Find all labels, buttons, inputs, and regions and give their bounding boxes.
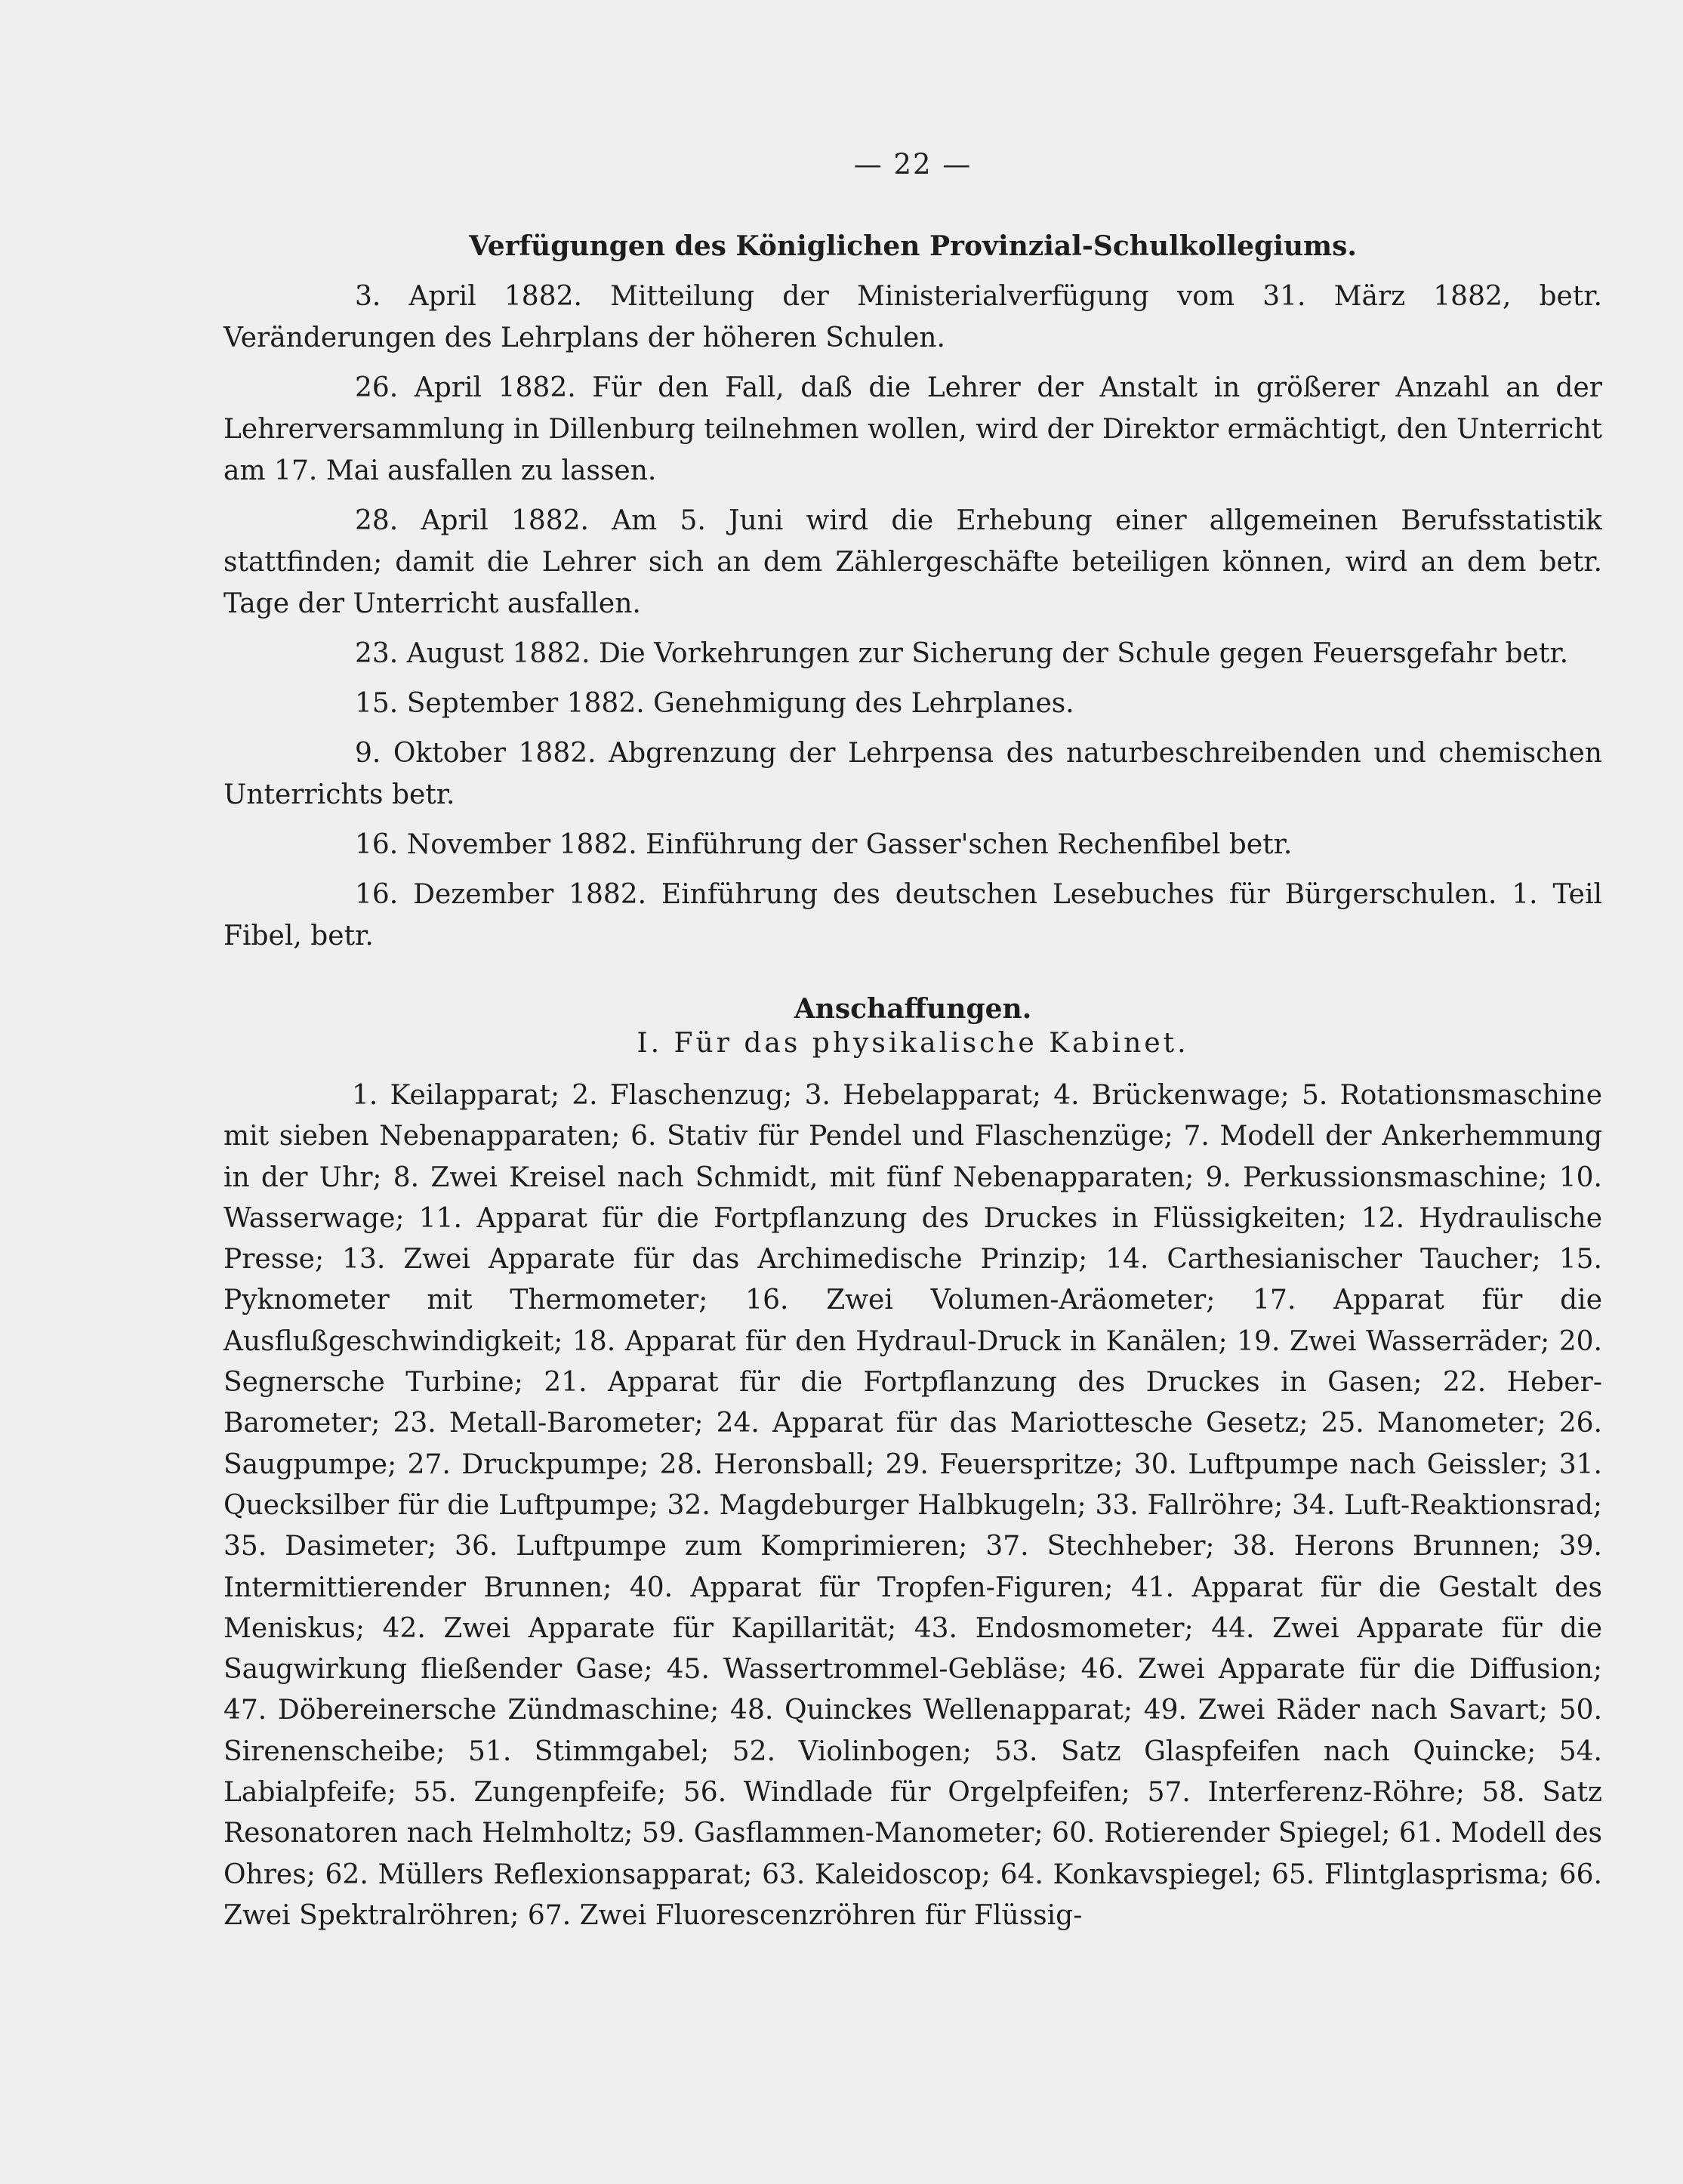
page-number: — 22 — bbox=[853, 148, 973, 180]
text-column bbox=[223, 148, 1602, 1936]
decree-entry: 9. Oktober 1882. Abgrenzung der Lehrpensa des naturbeschreibenden und chemischen Unterrichts betr. bbox=[223, 738, 1602, 810]
decree-entry: 28. April 1882. Am 5. Juni wird die Erhebung einer allgemeinen Berufsstatistik stattfinden; damit die Lehrer sich an dem Zählergeschäfte beteiligen können, wird an dem betr. Tage der Unterricht ausfallen. bbox=[223, 505, 1602, 619]
decree-entry: 23. August 1882. Die Vorkehrungen zur Sicherung der Schule gegen Feuersgefahr betr. bbox=[355, 638, 1569, 669]
physics-cabinet-subheading: I. Für das physikalische Kabinet. bbox=[637, 1028, 1189, 1059]
acquisitions-heading: Anschaffungen. bbox=[794, 993, 1032, 1025]
decree-entry: 16. November 1882. Einführung der Gasser'schen Rechenfibel betr. bbox=[355, 829, 1293, 860]
decree-entry: 16. Dezember 1882. Einführung des deutschen Lesebuches für Bürgerschulen. 1. Teil Fibel, betr. bbox=[223, 879, 1602, 952]
decree-entry: 3. April 1882. Mitteilung der Ministerialverfügung vom 31. März 1882, betr. Veränderungen des Lehrplans der höheren Schulen. bbox=[223, 281, 1602, 353]
decree-entry: 26. April 1882. Für den Fall, daß die Lehrer der Anstalt in größerer Anzahl an der Lehrerversammlung in Dillenburg teilnehmen wollen, wird der Direktor ermächtigt, den Unterricht am 17. Mai ausfallen zu lassen. bbox=[223, 372, 1602, 486]
equipment-list: 1. Keilapparat; 2. Flaschenzug; 3. Hebelapparat; 4. Brückenwage; 5. Rotationsmaschine mit sieben Nebenapparaten; 6. Stativ für Pendel und Flaschenzüge; 7. Modell der Ankerhemmung in der Uhr; 8. Zwei Kreisel nach Schmidt, mit fünf Nebenapparaten; 9. Perkussionsmaschine; 10. Wasserwage; 11. Apparat für die Fortpflanzung des Druckes in Flüssigkeiten; 12. Hydraulische Presse; 13. Zwei Apparate für das Archimedische Prinzip; 14. Carthesianischer Taucher; 15. Pyknometer mit Thermometer; 16. Zwei Volumen-Aräometer; 17. Apparat für die Ausflußgeschwindigkeit; 18. Apparat für den Hydraul-Druck in Kanälen; 19. Zwei Wasserräder; 20. Segnersche Turbine; 21. Apparat für die Fortpflanzung des Druckes in Gasen; 22. Heber-Barometer; 23. Metall-Barometer; 24. Apparat für das Mariottesche Gesetz; 25. Manometer; 26. Saugpumpe; 27. Druckpumpe; 28. Heronsball; 29. Feuerspritze; 30. Luftpumpe nach Geissler; 31. Quecksilber für die Luftpumpe; 32. Magdeburger Halbkugeln; 33. Fallröhre; 34. Luft-Reaktionsrad; 35. Dasimeter; 36. Luftpumpe zum Komprimieren; 37. Stechheber; 38. Herons Brunnen; 39. Intermittierender Brunnen; 40. Apparat für Tropfen-Figuren; 41. Apparat für die Gestalt des Meniskus; 42. Zwei Apparate für Kapillarität; 43. Endosmometer; 44. Zwei Apparate für die Saugwirkung fließender Gase; 45. Wassertrommel-Gebläse; 46. Zwei Apparate für die Diffusion; 47. Döbereinersche Zündmaschine; 48. Quinckes Wellenapparat; 49. Zwei Räder nach Savart; 50. Sirenenscheibe; 51. Stimmgabel; 52. Violinbogen; 53. Satz Glaspfeifen nach Quincke; 54. Labialpfeife; 55. Zungenpfeife; 56. Windlade für Orgelpfeifen; 57. Interferenz-Röhre; 58. Satz Resonatoren nach Helmholtz; 59. Gasflammen-Manometer; 60. Rotierender Spiegel; 61. Modell des Ohres; 62. Müllers Reflexionsapparat; 63. Kaleidoscop; 64. Konkavspiegel; 65. Flintglasprisma; 66. Zwei Spektralröhren; 67. Zwei Fluorescenzröhren für Flüssig- bbox=[223, 1080, 1602, 1931]
decree-entry: 15. September 1882. Genehmigung des Lehrplanes. bbox=[355, 688, 1074, 719]
decrees-heading: Verfügungen des Königlichen Provinzial-Schulkollegiums. bbox=[469, 230, 1357, 262]
